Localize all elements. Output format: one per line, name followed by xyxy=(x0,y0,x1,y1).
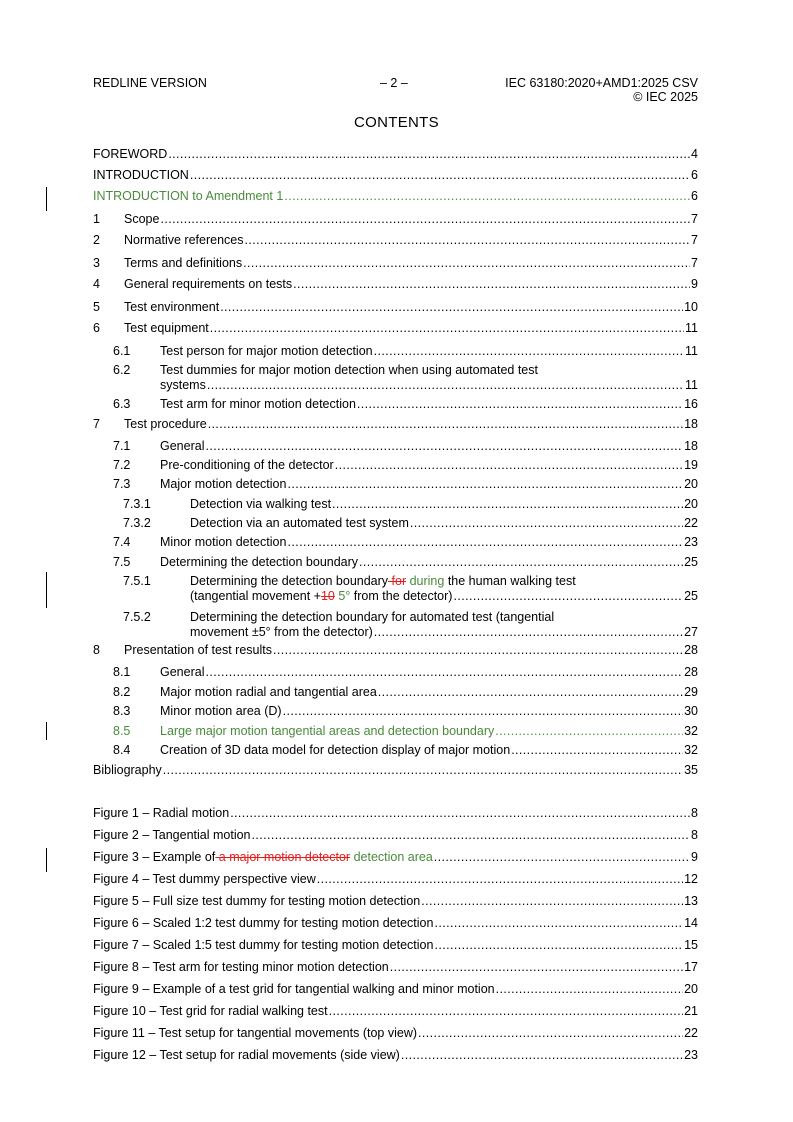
toc-entry-normative-references[interactable] xyxy=(93,233,698,247)
toc-entry-label: Large major motion tangential areas and detection boundary xyxy=(160,724,495,738)
dot-leader xyxy=(378,685,683,699)
toc-entry-number: 7.5.1 xyxy=(123,574,151,588)
toc-entry-page: 30 xyxy=(684,704,698,718)
dot-leader xyxy=(208,417,683,431)
toc-entry-page: 35 xyxy=(684,763,698,777)
toc-entry-test-environment[interactable] xyxy=(93,300,698,314)
toc-entry-label: General xyxy=(160,665,205,679)
toc-entry-7-4[interactable] xyxy=(93,535,698,549)
figure-entry-2[interactable] xyxy=(93,828,698,842)
toc-entry-8-3[interactable] xyxy=(93,704,698,718)
toc-entry-7-5-2-line2[interactable] xyxy=(93,625,698,639)
toc-entry-page: 27 xyxy=(684,625,698,639)
figure-entry-12[interactable] xyxy=(93,1048,698,1062)
change-bar xyxy=(46,722,47,740)
figure-entry-label: Figure 8 – Test arm for testing minor motion detection xyxy=(93,960,389,974)
toc-entry-page: 20 xyxy=(684,497,698,511)
toc-entry-number: 6 xyxy=(93,321,100,335)
toc-entry-bibliography[interactable] xyxy=(93,763,698,777)
figure-entry-8[interactable] xyxy=(93,960,698,974)
toc-entry-label: Bibliography xyxy=(93,763,162,777)
dot-leader xyxy=(210,321,684,335)
dot-leader xyxy=(453,589,683,603)
toc-entry-label: systems xyxy=(160,378,206,392)
toc-entry-page: 7 xyxy=(691,233,698,247)
toc-entry-page: 23 xyxy=(684,535,698,549)
toc-entry-label: Detection via walking test xyxy=(190,497,332,511)
dot-leader xyxy=(284,189,690,203)
toc-entry-page: 20 xyxy=(684,477,698,491)
toc-entry-test-procedure[interactable] xyxy=(93,417,698,431)
figure-entry-3[interactable] xyxy=(93,850,698,864)
toc-entry-page: 16 xyxy=(684,397,698,411)
toc-entry-page: 4 xyxy=(691,147,698,161)
figure-entry-6[interactable] xyxy=(93,916,698,930)
toc-entry-label: Normative references xyxy=(124,233,244,247)
toc-entry-page: 28 xyxy=(684,665,698,679)
toc-entry-label: INTRODUCTION to Amendment 1 xyxy=(93,189,284,203)
toc-entry-6-3[interactable] xyxy=(93,397,698,411)
header-right xyxy=(505,76,698,104)
toc-entry-introduction-amendment[interactable] xyxy=(93,189,698,203)
toc-entry-6-2-line2[interactable] xyxy=(93,378,698,392)
deleted-text: a major motion detector xyxy=(215,850,351,864)
figure-entry-1[interactable] xyxy=(93,806,698,820)
dot-leader xyxy=(160,212,690,226)
figure-entry-10[interactable] xyxy=(93,1004,698,1018)
toc-entry-7-3-1[interactable] xyxy=(93,497,698,511)
figure-entry-7[interactable] xyxy=(93,938,698,952)
toc-entry-label: Test arm for minor motion detection xyxy=(160,397,356,411)
deleted-text: for xyxy=(388,574,407,588)
toc-entry-page: 9 xyxy=(691,277,698,291)
dot-leader xyxy=(190,168,690,182)
toc-entry-label: Determining the detection boundary xyxy=(190,574,389,588)
dot-leader xyxy=(287,477,683,491)
toc-entry-7-5-1-line2[interactable] xyxy=(93,589,698,603)
toc-entry-8-5[interactable] xyxy=(93,724,698,738)
toc-entry-label: General xyxy=(160,439,205,453)
dot-leader xyxy=(293,277,690,291)
dot-leader xyxy=(205,665,683,679)
toc-entry-label: FOREWORD xyxy=(93,147,168,161)
toc-entry-label: Detection via an automated test system xyxy=(190,516,409,530)
toc-entry-number: 6.2 xyxy=(113,363,131,377)
figure-entry-page: 12 xyxy=(684,872,698,886)
toc-entry-page: 18 xyxy=(684,417,698,431)
toc-entry-scope[interactable] xyxy=(93,212,698,226)
toc-entry-label: Major motion radial and tangential area xyxy=(160,685,377,699)
figure-entry-label: Figure 6 – Scaled 1:2 test dummy for testing motion detection xyxy=(93,916,434,930)
figure-entry-label xyxy=(93,850,433,864)
figure-entry-label: Figure 1 – Radial motion xyxy=(93,806,230,820)
figure-entry-label: Figure 5 – Full size test dummy for testing motion detection xyxy=(93,894,421,908)
toc-entry-8-4[interactable] xyxy=(93,743,698,757)
dot-leader xyxy=(205,439,683,453)
dot-leader xyxy=(374,344,684,358)
toc-entry-page: 32 xyxy=(684,724,698,738)
dot-leader xyxy=(283,704,684,718)
dot-leader xyxy=(495,724,683,738)
toc-entry-label: Scope xyxy=(124,212,160,226)
toc-entry-number: 2 xyxy=(93,233,100,247)
dot-leader xyxy=(220,300,683,314)
dot-leader xyxy=(332,497,683,511)
figure-entry-page: 22 xyxy=(684,1026,698,1040)
toc-entry-7-3-2[interactable] xyxy=(93,516,698,530)
figure-entry-label: Figure 11 – Test setup for tangential movements (top view) xyxy=(93,1026,418,1040)
dot-leader xyxy=(230,806,690,820)
toc-entry-label: Presentation of test results xyxy=(124,643,272,657)
toc-entry-6-1[interactable] xyxy=(93,344,698,358)
toc-entry-general-requirements[interactable] xyxy=(93,277,698,291)
toc-entry-label: Test environment xyxy=(124,300,220,314)
figure-entry-5[interactable] xyxy=(93,894,698,908)
dot-leader xyxy=(359,555,683,569)
header-standard-id: IEC 63180:2020+AMD1:2025 CSV xyxy=(505,76,698,90)
toc-entry-page: 25 xyxy=(684,555,698,569)
toc-entry-number: 7.1 xyxy=(113,439,131,453)
toc-entry-6-2-line1[interactable] xyxy=(93,363,698,377)
toc-entry-number: 3 xyxy=(93,256,100,270)
toc-entry-label-cont: the human walking test xyxy=(444,574,576,588)
toc-entry-number: 7.2 xyxy=(113,458,131,472)
dot-leader xyxy=(434,938,683,952)
dot-leader xyxy=(410,516,683,530)
toc-entry-label xyxy=(190,589,452,603)
dot-leader xyxy=(207,378,684,392)
toc-entry-number: 6.1 xyxy=(113,344,131,358)
toc-entry-number: 1 xyxy=(93,212,100,226)
figure-entry-page: 20 xyxy=(684,982,698,996)
toc-entry-number: 8.1 xyxy=(113,665,131,679)
header-left: REDLINE VERSION xyxy=(93,76,207,90)
toc-entry-page: 6 xyxy=(691,168,698,182)
toc-entry-number: 7.3.1 xyxy=(123,497,151,511)
toc-entry-label: Determining the detection boundary xyxy=(160,555,359,569)
toc-entry-number: 8.4 xyxy=(113,743,131,757)
toc-entry-label: Minor motion area (D) xyxy=(160,704,282,718)
toc-entry-7-1[interactable] xyxy=(93,439,698,453)
figure-entry-page: 21 xyxy=(684,1004,698,1018)
toc-entry-label: Test procedure xyxy=(124,417,207,431)
figure-entry-page: 15 xyxy=(684,938,698,952)
toc-entry-page: 11 xyxy=(685,321,698,335)
toc-entry-label: Creation of 3D data model for detection display of major motion xyxy=(160,743,511,757)
toc-entry-page: 28 xyxy=(684,643,698,657)
dot-leader xyxy=(374,625,683,639)
figure-entry-9[interactable] xyxy=(93,982,698,996)
dot-leader xyxy=(418,1026,683,1040)
toc-entry-terms[interactable] xyxy=(93,256,698,270)
dot-leader xyxy=(273,643,683,657)
toc-entry-number: 7.5 xyxy=(113,555,131,569)
dot-leader xyxy=(168,147,690,161)
toc-entry-7-3[interactable] xyxy=(93,477,698,491)
dot-leader xyxy=(252,828,691,842)
inserted-text: during xyxy=(406,574,445,588)
figure-entry-label: Figure 4 – Test dummy perspective view xyxy=(93,872,316,886)
dot-leader xyxy=(243,256,690,270)
toc-entry-7-5-2-line1[interactable] xyxy=(93,610,698,624)
change-bar xyxy=(46,848,47,872)
deleted-text: 10 xyxy=(320,589,335,603)
label-part: (tangential movement + xyxy=(190,589,321,603)
toc-entry-number: 7.3.2 xyxy=(123,516,151,530)
toc-entry-page: 32 xyxy=(684,743,698,757)
dot-leader xyxy=(390,960,683,974)
toc-entry-label: INTRODUCTION xyxy=(93,168,189,182)
figure-entry-page: 9 xyxy=(691,850,698,864)
figure-entry-page: 8 xyxy=(691,828,698,842)
toc-entry-page: 6 xyxy=(691,189,698,203)
toc-entry-label: Minor motion detection xyxy=(160,535,287,549)
dot-leader xyxy=(163,763,683,777)
toc-entry-number: 8.3 xyxy=(113,704,131,718)
toc-entry-number: 7.5.2 xyxy=(123,610,151,624)
dot-leader xyxy=(245,233,691,247)
toc-entry-number: 8.5 xyxy=(113,724,131,738)
toc-entry-7-5-1-line1[interactable] xyxy=(93,574,698,588)
figure-entry-page: 17 xyxy=(684,960,698,974)
figure-entry-4[interactable] xyxy=(93,872,698,886)
dot-leader xyxy=(496,982,683,996)
label-part: Figure 3 – Example of xyxy=(93,850,216,864)
dot-leader xyxy=(421,894,683,908)
dot-leader xyxy=(335,458,683,472)
figure-entry-label: Figure 7 – Scaled 1:5 test dummy for testing motion detection xyxy=(93,938,434,952)
figure-entry-page: 14 xyxy=(684,916,698,930)
toc-entry-page: 10 xyxy=(684,300,698,314)
dot-leader xyxy=(401,1048,683,1062)
toc-entry-page: 25 xyxy=(684,589,698,603)
toc-entry-presentation[interactable] xyxy=(93,643,698,657)
toc-entry-page: 19 xyxy=(684,458,698,472)
toc-entry-label: Terms and definitions xyxy=(124,256,243,270)
figure-entry-page: 8 xyxy=(691,806,698,820)
toc-entry-page: 7 xyxy=(691,256,698,270)
toc-entry-label: Test dummies for major motion detection when using automated test xyxy=(160,363,538,377)
toc-entry-page: 29 xyxy=(684,685,698,699)
toc-entry-label: General requirements on tests xyxy=(124,277,293,291)
dot-leader xyxy=(434,916,683,930)
page-title: CONTENTS xyxy=(354,114,439,131)
dot-leader xyxy=(434,850,690,864)
toc-entry-number: 4 xyxy=(93,277,100,291)
toc-entry-number: 7.3 xyxy=(113,477,131,491)
toc-entry-foreword[interactable] xyxy=(93,147,698,161)
toc-entry-label: Test person for major motion detection xyxy=(160,344,373,358)
toc-entry-page: 7 xyxy=(691,212,698,226)
toc-entry-number: 7.4 xyxy=(113,535,131,549)
change-bar xyxy=(46,572,47,608)
dot-leader xyxy=(287,535,683,549)
dot-leader xyxy=(357,397,683,411)
figure-entry-label: Figure 2 – Tangential motion xyxy=(93,828,251,842)
figure-entry-label: Figure 10 – Test grid for radial walking test xyxy=(93,1004,328,1018)
toc-entry-number: 7 xyxy=(93,417,100,431)
toc-entry-label: Test equipment xyxy=(124,321,209,335)
inserted-text: 5° xyxy=(334,589,351,603)
toc-entry-test-equipment[interactable] xyxy=(93,321,698,335)
toc-entry-label: Determining the detection boundary for automated test (tangential xyxy=(190,610,555,624)
figure-entry-label: Figure 12 – Test setup for radial movements (side view) xyxy=(93,1048,400,1062)
toc-entry-page: 18 xyxy=(684,439,698,453)
toc-entry-8-2[interactable] xyxy=(93,685,698,699)
toc-entry-7-2[interactable] xyxy=(93,458,698,472)
toc-entry-number: 8 xyxy=(93,643,100,657)
toc-entry-number: 8.2 xyxy=(113,685,131,699)
toc-entry-page: 22 xyxy=(684,516,698,530)
figure-entry-page: 13 xyxy=(684,894,698,908)
dot-leader xyxy=(317,872,683,886)
header-page-number: – 2 – xyxy=(380,76,408,90)
toc-entry-8-1[interactable] xyxy=(93,665,698,679)
figure-entry-label: Figure 9 – Example of a test grid for tangential walking and minor motion xyxy=(93,982,495,996)
toc-entry-introduction[interactable] xyxy=(93,168,698,182)
toc-entry-label: Major motion detection xyxy=(160,477,287,491)
change-bar xyxy=(46,187,47,211)
toc-entry-label: Pre-conditioning of the detector xyxy=(160,458,334,472)
header-copyright: © IEC 2025 xyxy=(633,90,698,104)
figure-entry-page: 23 xyxy=(684,1048,698,1062)
toc-entry-number: 6.3 xyxy=(113,397,131,411)
inserted-text: detection area xyxy=(350,850,433,864)
dot-leader xyxy=(511,743,683,757)
toc-entry-number: 5 xyxy=(93,300,100,314)
toc-entry-label: movement ±5° from the detector) xyxy=(190,625,373,639)
toc-entry-page: 11 xyxy=(685,344,698,358)
toc-entry-7-5[interactable] xyxy=(93,555,698,569)
label-part: from the detector) xyxy=(350,589,453,603)
dot-leader xyxy=(329,1004,683,1018)
figure-entry-11[interactable] xyxy=(93,1026,698,1040)
toc-entry-page: 11 xyxy=(685,378,698,392)
